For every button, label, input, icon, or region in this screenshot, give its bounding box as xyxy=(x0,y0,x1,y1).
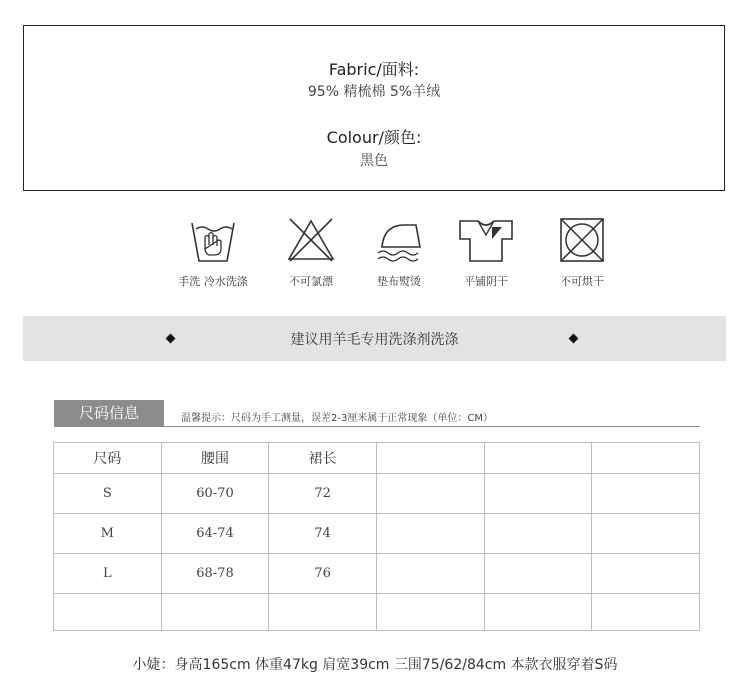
detergent-band xyxy=(23,316,726,361)
size-table xyxy=(53,442,700,631)
fabric-info-box xyxy=(23,25,725,191)
table-cell xyxy=(376,594,484,631)
table-cell xyxy=(592,554,700,594)
table-cell: 60-70 xyxy=(161,474,269,514)
fabric-value: 95% 精梳棉 5%羊绒 xyxy=(307,84,441,100)
care-label-no-bleach: 不可氯漂 xyxy=(289,275,333,288)
colour-label: Colour/颜色: xyxy=(326,128,422,147)
table-cell xyxy=(592,594,700,631)
table-cell xyxy=(376,514,484,554)
care-label-no-tumble-dry: 不可烘干 xyxy=(560,275,604,288)
table-cell: S xyxy=(54,474,162,514)
table-header-cell: 腰围 xyxy=(161,443,269,474)
table-cell xyxy=(376,474,484,514)
table-header-row xyxy=(54,443,700,474)
care-item-no-tumble-dry xyxy=(527,215,637,289)
table-cell xyxy=(484,554,592,594)
table-cell xyxy=(592,474,700,514)
detergent-text: 建议用羊毛专用洗涤剂洗涤 xyxy=(290,332,459,348)
hand-wash-icon xyxy=(188,215,238,265)
table-cell xyxy=(484,594,592,631)
table-cell: 68-78 xyxy=(161,554,269,594)
table-row xyxy=(54,554,700,594)
table-header-cell: 尺码 xyxy=(54,443,162,474)
table-cell xyxy=(161,594,269,631)
size-tip: 温馨提示：尺码为手工测量，误差2-3厘米属于正常现象（单位：CM） xyxy=(181,413,493,424)
fabric-label: Fabric/面料: xyxy=(328,60,420,79)
table-cell: L xyxy=(54,554,162,594)
table-cell: 76 xyxy=(269,554,377,594)
size-section-title: 尺码信息 xyxy=(54,400,164,426)
colour-value: 黑色 xyxy=(360,153,388,169)
care-label-iron: 垫布熨烫 xyxy=(377,275,421,288)
no-tumble-dry-icon xyxy=(557,215,607,265)
table-cell xyxy=(592,514,700,554)
table-cell xyxy=(269,594,377,631)
table-header-cell: 裙长 xyxy=(269,443,377,474)
model-info: 小婕：身高165cm 体重47kg 肩宽39cm 三围75/62/84cm 本款衣服穿着S码 xyxy=(132,657,618,673)
table-cell xyxy=(484,514,592,554)
table-cell xyxy=(376,554,484,594)
care-label-hand-wash: 手洗 冷水洗涤 xyxy=(178,275,248,288)
table-row xyxy=(54,514,700,554)
table-header-cell xyxy=(484,443,592,474)
flat-dry-shade-icon xyxy=(456,215,516,265)
care-item-flat-dry xyxy=(431,215,541,289)
iron-with-cloth-icon xyxy=(374,215,424,265)
table-cell: 72 xyxy=(269,474,377,514)
table-cell xyxy=(54,594,162,631)
care-item-hand-wash xyxy=(158,215,268,289)
table-cell: M xyxy=(54,514,162,554)
no-bleach-icon xyxy=(286,215,336,265)
table-header-cell xyxy=(376,443,484,474)
table-row xyxy=(54,474,700,514)
table-row xyxy=(54,594,700,631)
table-cell xyxy=(484,474,592,514)
table-cell: 74 xyxy=(269,514,377,554)
care-label-flat-dry: 平铺阴干 xyxy=(464,275,508,288)
table-cell: 64-74 xyxy=(161,514,269,554)
table-header-cell xyxy=(592,443,700,474)
size-section-divider xyxy=(54,426,700,427)
